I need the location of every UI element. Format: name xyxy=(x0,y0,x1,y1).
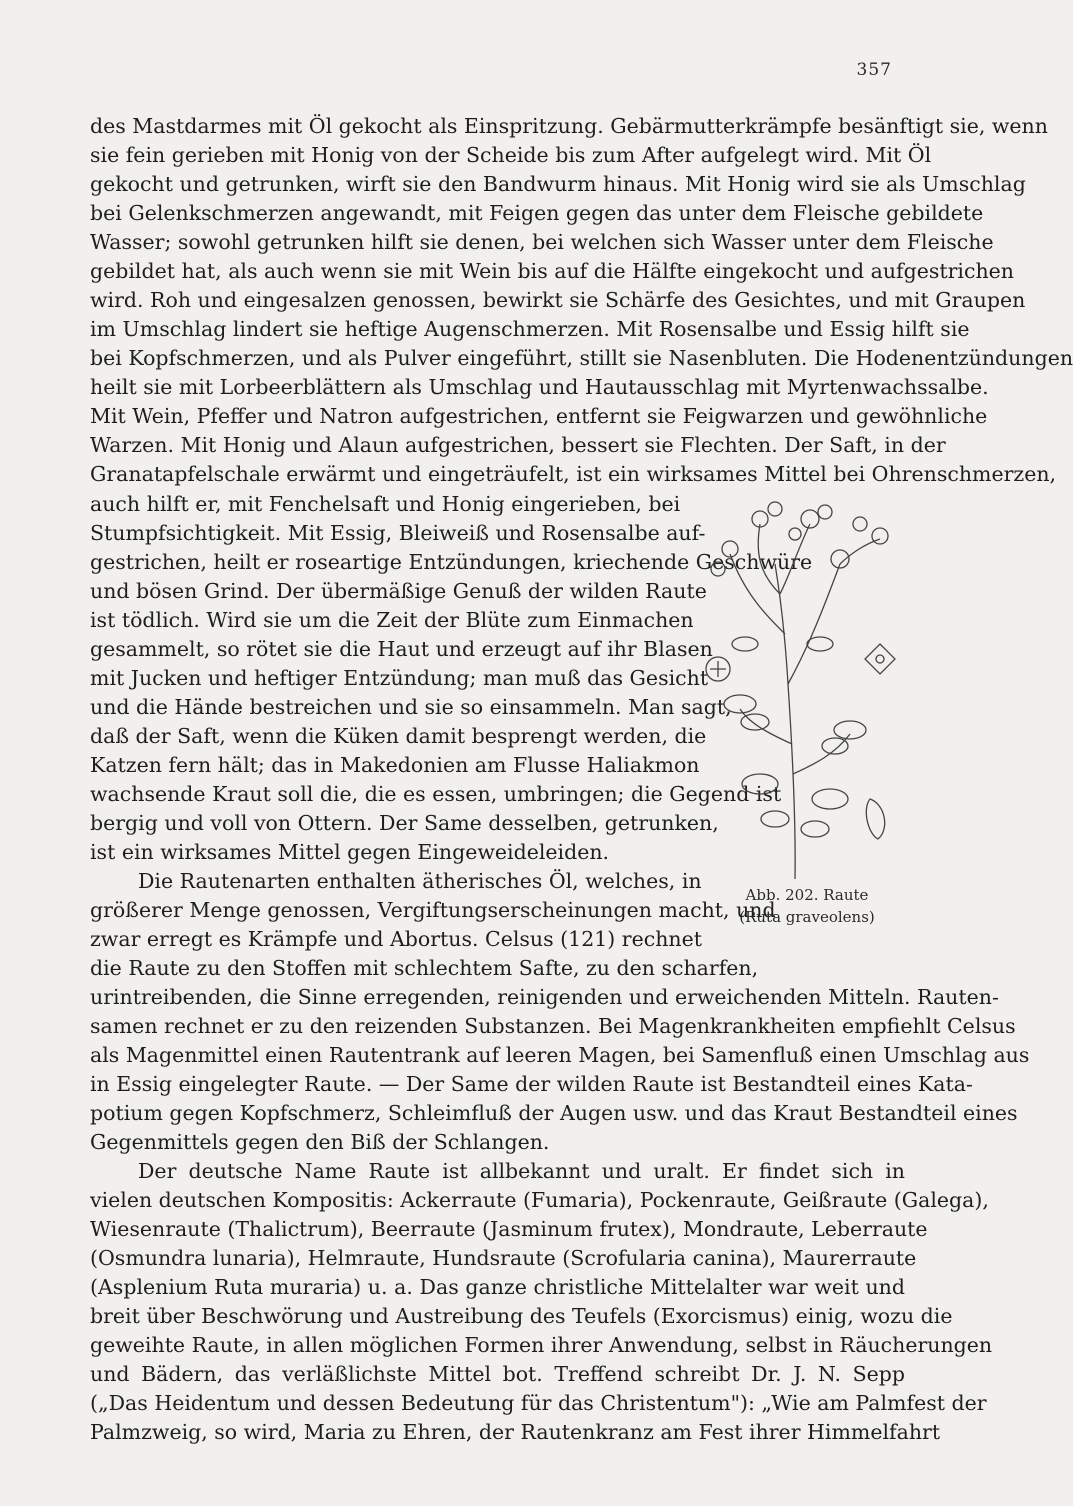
rue-plant-illustration xyxy=(700,494,910,924)
text-line: vielen deutschen Kompositis: Ackerraute (Fumaria), Pockenraute, Geißraute (Galega), xyxy=(90,1188,989,1212)
text-line: des Mastdarmes mit Öl gekocht als Einspritzung. Gebärmutterkrämpfe besänftigt sie, wenn xyxy=(90,114,1048,138)
text-line: gestrichen, heilt er roseartige Entzündungen, kriechende Geschwüre xyxy=(90,550,813,574)
rue-plant-drawing xyxy=(700,494,910,884)
text-line: ist ein wirksames Mittel gegen Eingeweideleiden. xyxy=(90,840,610,864)
text-line: im Umschlag lindert sie heftige Augenschmerzen. Mit Rosensalbe und Essig hilft sie xyxy=(90,317,970,341)
text-line: Gegenmittels gegen den Biß der Schlangen. xyxy=(90,1130,550,1154)
text-line: in Essig eingelegter Raute. — Der Same der wilden Raute ist Bestandteil eines Kata- xyxy=(90,1072,973,1096)
text-line: urintreibenden, die Sinne erregenden, reinigenden und erweichenden Mitteln. Rauten- xyxy=(90,985,999,1009)
text-line: sie fein gerieben mit Honig von der Scheide bis zum After aufgelegt wird. Mit Öl xyxy=(90,143,932,167)
text-line: bergig und voll von Ottern. Der Same desselben, getrunken, xyxy=(90,811,719,835)
text-line: (Osmundra lunaria), Helmraute, Hundsraute (Scrofularia canina), Maurerraute xyxy=(90,1246,917,1270)
text-line: Stumpfsichtigkeit. Mit Essig, Bleiweiß und Rosensalbe auf- xyxy=(90,521,706,545)
text-line: und bösen Grind. Der übermäßige Genuß der wilden Raute xyxy=(90,579,707,603)
text-line: daß der Saft, wenn die Küken damit besprengt werden, die xyxy=(90,724,707,748)
text-line: geweihte Raute, in allen möglichen Formen ihrer Anwendung, selbst in Räucherungen xyxy=(90,1333,993,1357)
figure-caption-title: Abb. 202. Raute xyxy=(745,886,869,904)
text-line: größerer Menge genossen, Vergiftungserscheinungen macht, und xyxy=(90,898,776,922)
text-line: mit Jucken und heftiger Entzündung; man muß das Gesicht xyxy=(90,666,709,690)
text-line: heilt sie mit Lorbeerblättern als Umschlag und Hautausschlag mit Myrtenwachssalbe. xyxy=(90,375,989,399)
text-line: und die Hände bestreichen und sie so einsammeln. Man sagt, xyxy=(90,695,732,719)
text-line: wachsende Kraut soll die, die es essen, umbringen; die Gegend ist xyxy=(90,782,782,806)
text-line: samen rechnet er zu den reizenden Substanzen. Bei Magenkrankheiten empfiehlt Celsus xyxy=(90,1014,1016,1038)
text-line: Palmzweig, so wird, Maria zu Ehren, der Rautenkranz am Fest ihrer Himmelfahrt xyxy=(90,1420,941,1444)
text-line: und Bädern, das verläßlichste Mittel bot. Treffend schreibt Dr. J. N. Sepp xyxy=(90,1362,905,1386)
text-line: Wiesenraute (Thalictrum), Beerraute (Jasminum frutex), Mondraute, Leberraute xyxy=(90,1217,928,1241)
text-line: zwar erregt es Krämpfe und Abortus. Celsus (121) rechnet xyxy=(90,927,702,951)
text-line: potium gegen Kopfschmerz, Schleimfluß der Augen usw. und das Kraut Bestandteil eines xyxy=(90,1101,1018,1125)
text-line: (Asplenium Ruta muraria) u. a. Das ganze christliche Mittelalter war weit und xyxy=(90,1275,905,1299)
figure-caption-latin-name: (Ruta graveolens) xyxy=(739,908,875,926)
text-line: Mit Wein, Pfeffer und Natron aufgestrichen, entfernt sie Feigwarzen und gewöhnliche xyxy=(90,404,988,428)
text-line: breit über Beschwörung und Austreibung des Teufels (Exorcismus) einig, wozu die xyxy=(90,1304,953,1328)
text-line: Der deutsche Name Raute ist allbekannt und uralt. Er findet sich in xyxy=(138,1159,905,1183)
page-number: 357 xyxy=(856,60,892,80)
text-line: auch hilft er, mit Fenchelsaft und Honig eingerieben, bei xyxy=(90,492,681,516)
text-line: die Raute zu den Stoffen mit schlechtem Safte, zu den scharfen, xyxy=(90,956,759,980)
text-line: gebildet hat, als auch wenn sie mit Wein bis auf die Hälfte eingekocht und aufgestrichen xyxy=(90,259,1015,283)
text-line: Warzen. Mit Honig und Alaun aufgestrichen, bessert sie Flechten. Der Saft, in der xyxy=(90,433,946,457)
text-line: Katzen fern hält; das in Makedonien am Flusse Haliakmon xyxy=(90,753,700,777)
text-line: als Magenmittel einen Rautentrank auf leeren Magen, bei Samenfluß einen Umschlag aus xyxy=(90,1043,1030,1067)
text-line: wird. Roh und eingesalzen genossen, bewirkt sie Schärfe des Gesichtes, und mit Graupen xyxy=(90,288,1026,312)
text-line: Die Rautenarten enthalten ätherisches Öl, welches, in xyxy=(138,869,702,893)
text-line: bei Kopfschmerzen, und als Pulver eingeführt, stillt sie Nasenbluten. Die Hodenentzündungen xyxy=(90,346,1073,370)
text-line: bei Gelenkschmerzen angewandt, mit Feigen gegen das unter dem Fleische gebildete xyxy=(90,201,984,225)
body-text-bottom xyxy=(90,954,1030,1447)
text-line: ist tödlich. Wird sie um die Zeit der Blüte zum Einmachen xyxy=(90,608,694,632)
text-line: („Das Heidentum und dessen Bedeutung für das Christentum"): „Wie am Palmfest der xyxy=(90,1391,987,1415)
body-text-top xyxy=(90,112,1073,489)
text-line: gekocht und getrunken, wirft sie den Bandwurm hinaus. Mit Honig wird sie als Umschlag xyxy=(90,172,1026,196)
text-line: gesammelt, so rötet sie die Haut und erzeugt auf ihr Blasen xyxy=(90,637,713,661)
text-line: Wasser; sowohl getrunken hilft sie denen, bei welchen sich Wasser unter dem Fleische xyxy=(90,230,994,254)
text-line: Granatapfelschale erwärmt und eingeträufelt, ist ein wirksames Mittel bei Ohrenschmerzen, xyxy=(90,462,1057,486)
